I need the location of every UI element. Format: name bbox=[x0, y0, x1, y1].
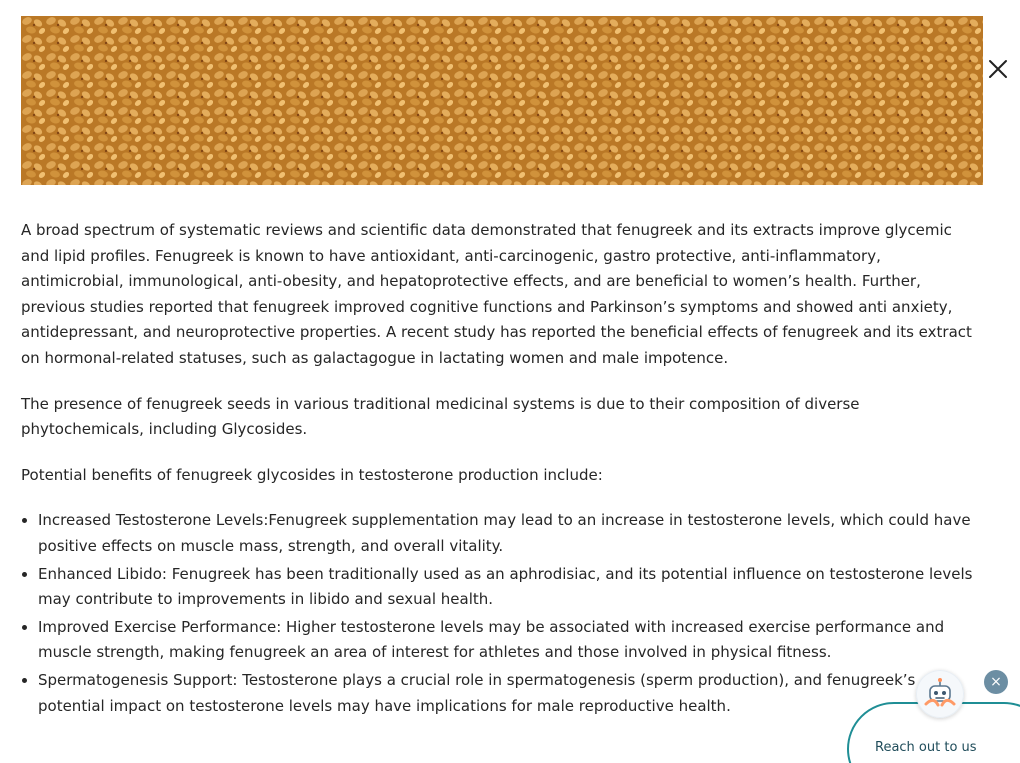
intro-paragraph: A broad spectrum of systematic reviews and scientific data demonstrated that fenugreek and its extracts improve glycemic and lipid profiles. Fenugreek is known to have antioxidant, anti-carcinogenic, gastro protective, anti-inflammatory, antimicrobial, immunological, anti-obesity, and hepatoprotective effects, and are beneficial to women’s health. Further, previous studies reported that fenugreek improved cognitive functions and Parkinson’s symptoms and showed anti anxiety, antidepressant, and neuroprotective properties. A recent study has reported the beneficial effects of fenugreek and its extract on hormonal-related statuses, such as galactagogue in lactating women and male impotence. bbox=[21, 221, 972, 367]
close-icon: × bbox=[990, 674, 1002, 690]
robot-icon bbox=[916, 670, 964, 718]
phytochemicals-paragraph: The presence of fenugreek seeds in various traditional medicinal systems is due to their composition of diverse phytochemicals, including Glycosides. bbox=[21, 394, 860, 439]
seed-texture bbox=[21, 16, 983, 185]
chat-close-button[interactable] bbox=[984, 670, 1008, 694]
chat-widget-label[interactable]: Reach out to us bbox=[875, 740, 977, 755]
close-button[interactable] bbox=[985, 56, 1011, 82]
benefit-list-item: • Enhanced Libido: Fenugreek has been traditionally used as an aphrodisiac, and its potential influence on testosterone levels may contribute to improvements in libido and sexual health. bbox=[38, 562, 983, 613]
article-content bbox=[21, 218, 983, 721]
benefits-intro-paragraph: Potential benefits of fenugreek glycosides in testosterone production include: bbox=[21, 465, 603, 484]
benefit-list-item: • Spermatogenesis Support: Testosterone plays a crucial role in spermatogenesis (sperm production), and fenugreek’s potential impact on testosterone levels may have implications for male reproductive health. bbox=[38, 668, 983, 719]
hero-image-fenugreek-seeds bbox=[21, 16, 983, 185]
benefit-list-item: • Increased Testosterone Levels:Fenugreek supplementation may lead to an increase in testosterone levels, which could have positive effects on muscle mass, strength, and overall vitality. bbox=[38, 508, 983, 559]
close-icon bbox=[985, 56, 1011, 82]
benefits-list bbox=[21, 508, 983, 719]
chat-avatar[interactable] bbox=[916, 670, 964, 718]
benefit-list-item: • Improved Exercise Performance: Higher testosterone levels may be associated with increased exercise performance and muscle strength, making fenugreek an area of interest for athletes and those involved in physical fitness. bbox=[38, 615, 983, 666]
